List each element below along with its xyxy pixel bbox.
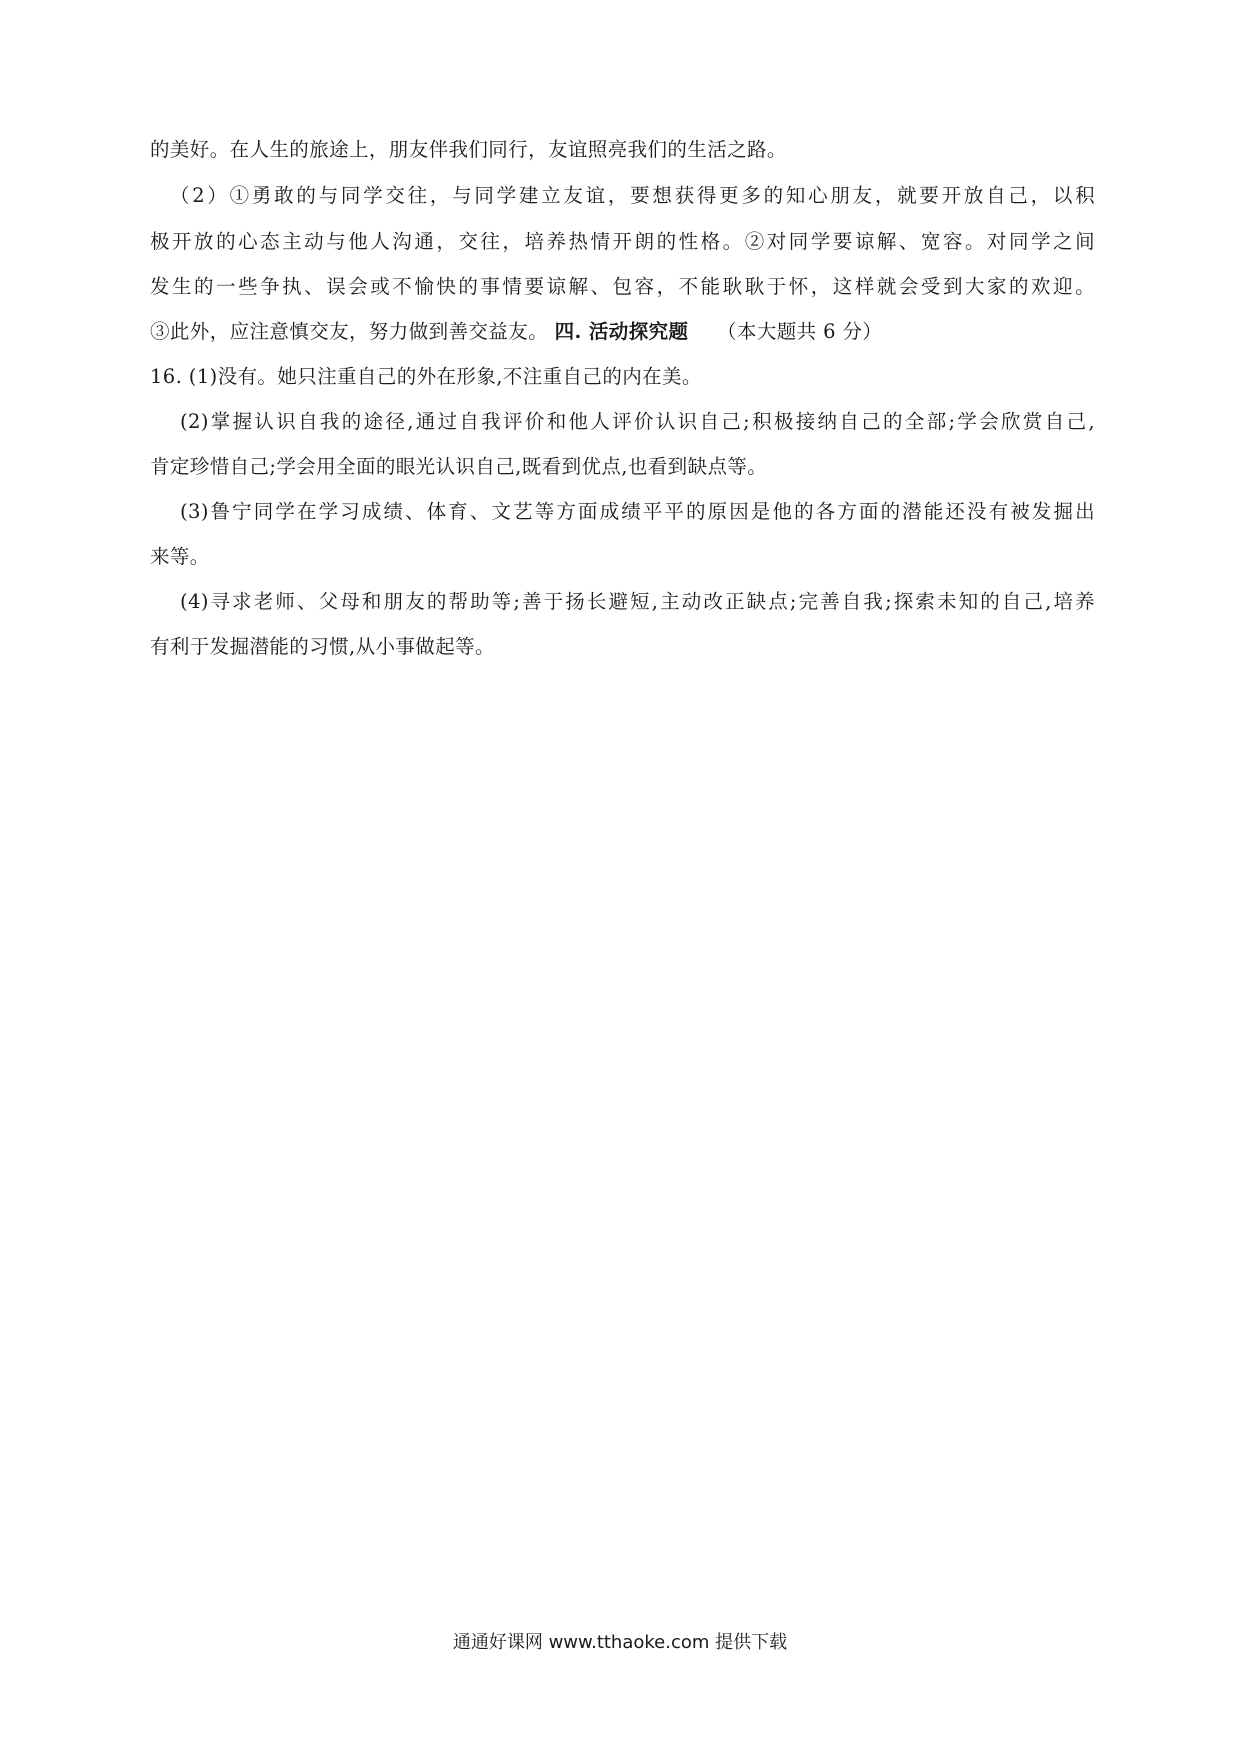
line-text: 有利于发掘潜能的习惯,从小事做起等。 xyxy=(150,635,495,658)
paragraph-line xyxy=(150,232,1095,252)
line-text: 发生的一些争执、误会或不愉快的事情要谅解、包容，不能耿耿于怀，这样就会受到大家的欢迎。 xyxy=(150,275,1095,298)
line-text: ③此外，应注意慎交友，努力做到善交益友。 xyxy=(150,320,549,343)
answer-line xyxy=(180,502,1095,522)
section-note: （本大题共 6 分） xyxy=(717,320,883,343)
page-footer xyxy=(0,1628,1240,1654)
line-text: 的美好。在人生的旅途上，朋友伴我们同行，友谊照亮我们的生活之路。 xyxy=(150,138,787,161)
line-text: 极开放的心态主动与他人沟通，交往，培养热情开朗的性格。②对同学要谅解、宽容。对同学之间 xyxy=(150,230,1095,253)
paragraph-line xyxy=(150,277,1095,297)
footer-text: 通通好课网 www.tthaoke.com 提供下载 xyxy=(452,1632,788,1653)
line-text: 16. (1)没有。她只注重自己的外在形象,不注重自己的内在美。 xyxy=(150,365,702,388)
line-text: 来等。 xyxy=(150,545,210,568)
answer-line xyxy=(150,547,1095,567)
line-text: 肯定珍惜自己;学会用全面的眼光认识自己,既看到优点,也看到缺点等。 xyxy=(150,455,768,478)
line-text: （2）①勇敢的与同学交往，与同学建立友谊，要想获得更多的知心朋友，就要开放自己，以积 xyxy=(170,184,1095,207)
section-heading: 四. 活动探究题 xyxy=(554,320,689,343)
answer-line xyxy=(150,457,1095,477)
answer-line xyxy=(150,637,1095,657)
paragraph-line xyxy=(170,186,1095,206)
question-line xyxy=(150,367,1095,387)
paragraph-line xyxy=(150,140,1095,160)
line-text: (2)掌握认识自我的途径,通过自我评价和他人评价认识自己;积极接纳自己的全部;学会欣赏自己, xyxy=(180,410,1095,433)
paragraph-line xyxy=(150,322,1095,342)
line-text: (4)寻求老师、父母和朋友的帮助等;善于扬长避短,主动改正缺点;完善自我;探索未知的自己,培养 xyxy=(180,590,1095,613)
answer-line xyxy=(180,412,1095,432)
line-text: (3)鲁宁同学在学习成绩、体育、文艺等方面成绩平平的原因是他的各方面的潜能还没有被发掘出 xyxy=(180,500,1095,523)
answer-line xyxy=(180,592,1095,612)
